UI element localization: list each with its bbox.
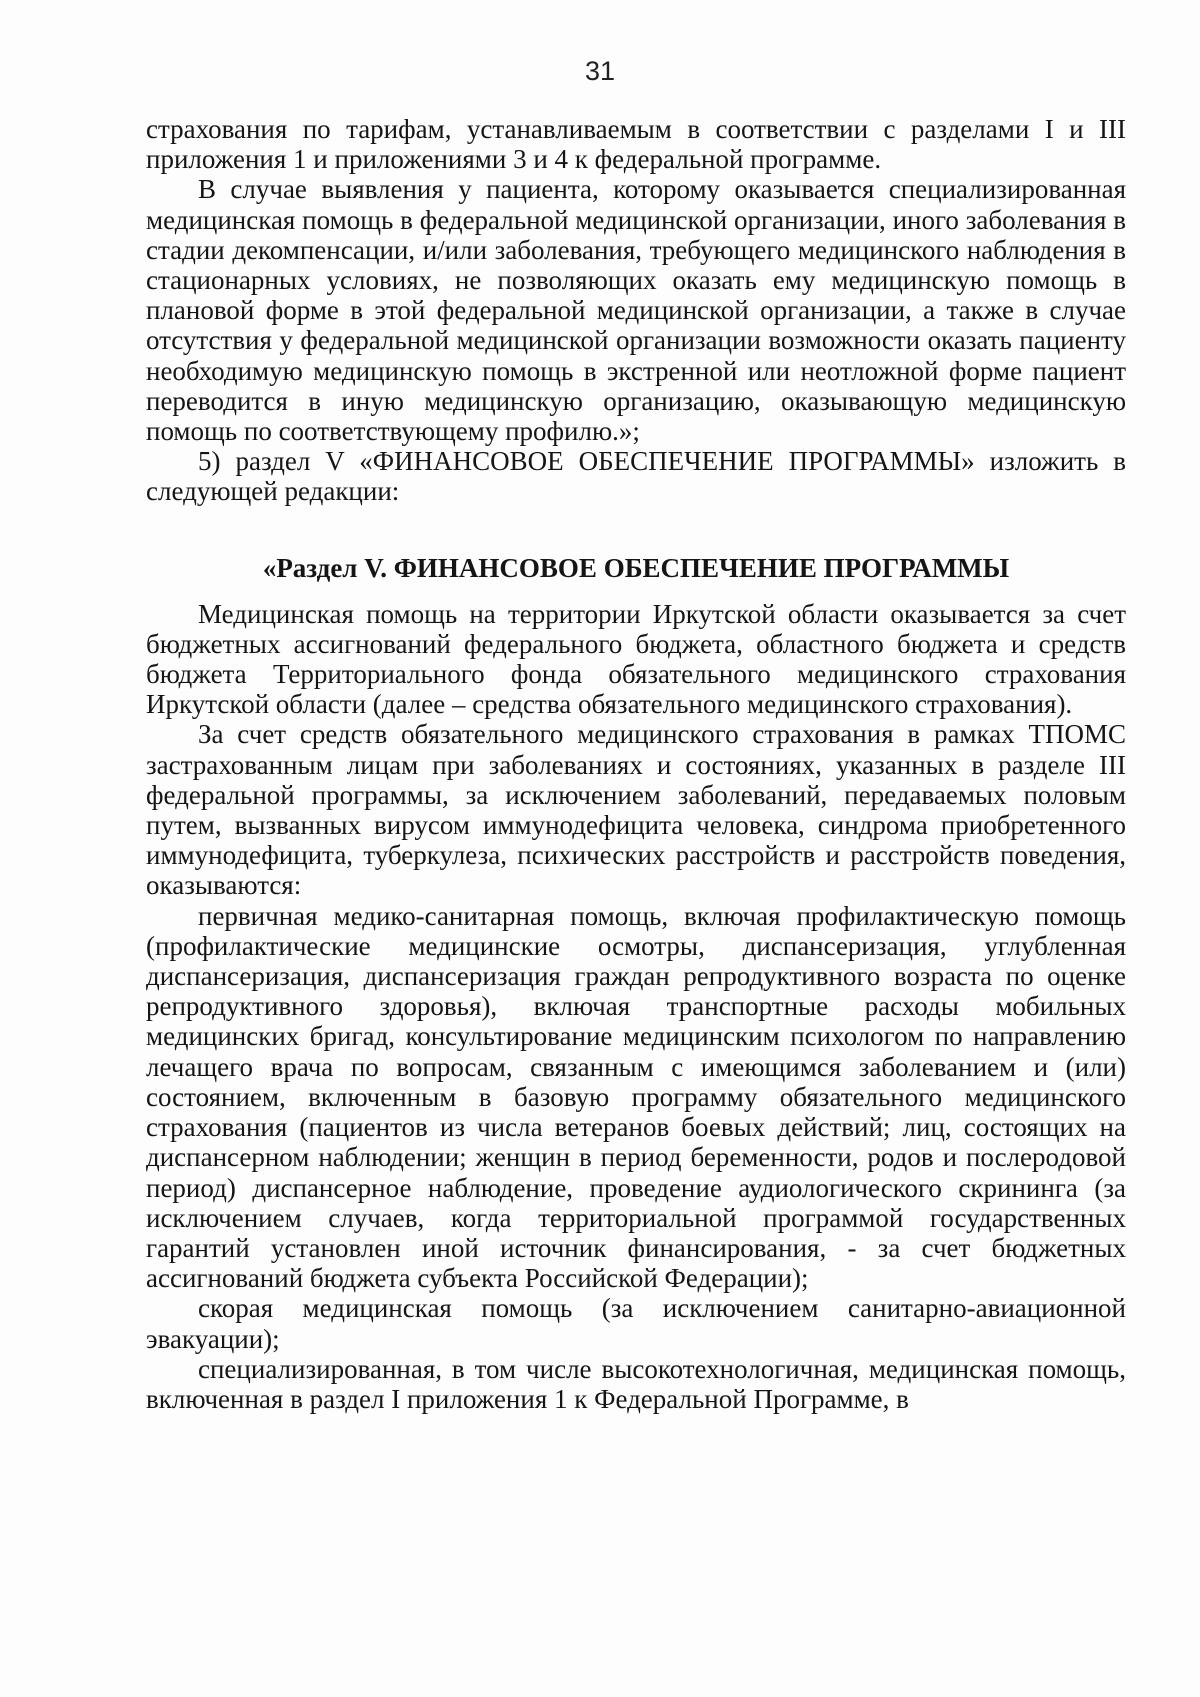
document-body — [146, 114, 1126, 1414]
paragraph: 5) раздел V «ФИНАНСОВОЕ ОБЕСПЕЧЕНИЕ ПРОГРАММЫ» изложить в следующей редакции: — [146, 446, 1126, 507]
paragraph: первичная медико-санитарная помощь, включая профилактическую помощь (профилактические медицинские осмотры, диспансеризация, углубленная диспансеризация, диспансеризация граждан репродуктивного возраста по оценке репродуктивного здоровья), включая транспортные расходы мобильных медицинских бригад, консультирование медицинским психологом по направлению лечащего врача по вопросам, связанным с имеющимся заболеванием и (или) состоянием, включенным в базовую программу обязательного медицинского страхования (пациентов из числа ветеранов боевых действий; лиц, состоящих на диспансерном наблюдении; женщин в период беременности, родов и послеродовой период) диспансерное наблюдение, проведение аудиологического скрининга (за исключением случаев, когда территориальной программой государственных гарантий установлен иной источник финансирования, - за счет бюджетных ассигнований бюджета субъекта Российской Федерации); — [146, 900, 1126, 1294]
paragraph: скорая медицинская помощь (за исключением санитарно-авиационной эвакуации); — [146, 1293, 1126, 1354]
section-title: «Раздел V. ФИНАНСОВОЕ ОБЕСПЕЧЕНИЕ ПРОГРАММЫ — [262, 552, 1010, 583]
page-number: 31 — [584, 56, 616, 86]
paragraph: страхования по тарифам, устанавливаемым в соответствии с разделами I и III приложения 1 и приложениями 3 и 4 к федеральной программе. — [146, 114, 1126, 175]
paragraph: В случае выявления у пациента, которому оказывается специализированная медицинская помощь в федеральной медицинской организации, иного заболевания в стадии декомпенсации, и/или заболевания, требующего медицинского наблюдения в стационарных условиях, не позволяющих оказать ему медицинскую помощь в плановой форме в этой федеральной медицинской организации, а также в случае отсутствия у федеральной медицинской организации возможности оказать пациенту необходимую медицинскую помощь в экстренной или неотложной форме пациент переводится в иную медицинскую организацию, оказывающую медицинскую помощь по соответствующему профилю.»; — [146, 174, 1126, 447]
paragraph: специализированная, в том числе высокотехнологичная, медицинская помощь, включенная в раздел I приложения 1 к Федеральной Программе, в — [146, 1353, 1126, 1414]
paragraph: За счет средств обязательного медицинского страхования в рамках ТПОМС застрахованным лицам при заболеваниях и состояниях, указанных в разделе III федеральной программы, за исключением заболеваний, передаваемых половым путем, вызванных вирусом иммунодефицита человека, синдрома приобретенного иммунодефицита, туберкулеза, психических расстройств и расстройств поведения, оказываются: — [146, 719, 1126, 901]
paragraph: Медицинская помощь на территории Иркутской области оказывается за счет бюджетных ассигнований федерального бюджета, областного бюджета и средств бюджета Территориального фонда обязательного медицинского страхования Иркутской области (далее – средства обязательного медицинского страхования). — [146, 598, 1126, 720]
